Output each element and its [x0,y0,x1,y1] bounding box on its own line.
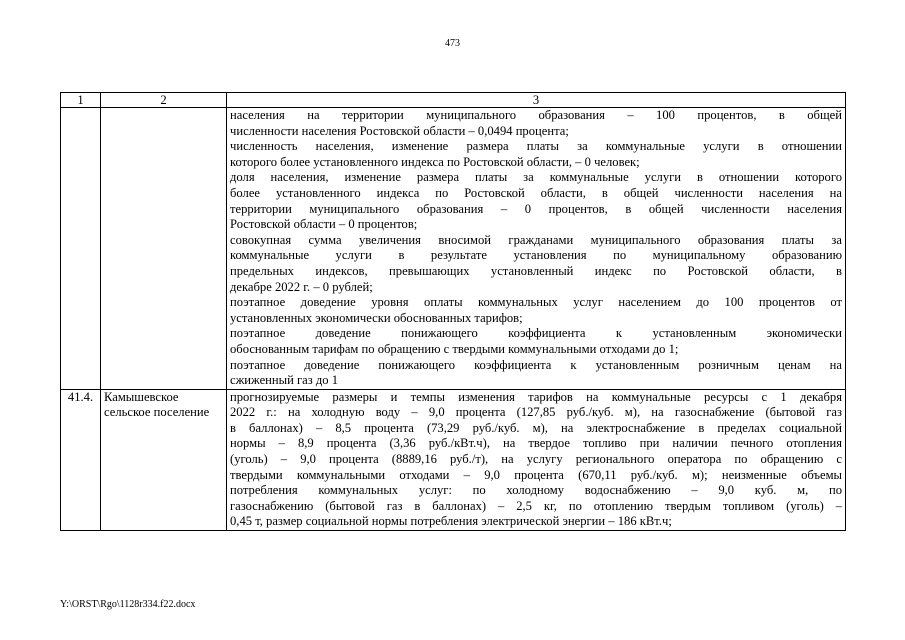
text-line: декабре 2022 г. – 0 рублей; [230,279,373,294]
paragraph [230,233,842,295]
text-line: газоснабжению (бытовой газ в баллонах) – 2,5 кг, по отоплению твердым топливом (уголь) – [230,498,842,513]
text-line: численность населения, изменение размера платы за коммунальные услуги в отношении [230,139,842,154]
text-line: более установленного индекса по Ростовской области, в общей численности населения на [230,185,842,200]
settlement-name [101,108,227,390]
page-number: 473 [445,38,460,49]
text-line: (уголь) – 9,0 процента (8889,16 руб./т), на услугу регионального оператора по обращению с [230,452,842,467]
header-col-3: 3 [227,93,846,108]
header-col-2: 2 [101,93,227,108]
file-path-footer: Y:\ORST\Rgo\1128r334.f22.docx [60,599,196,610]
text-line: сжиженный газ до 1 [230,373,339,388]
text-line: коммунальные услуги в результате установления по муниципальному образованию [230,248,842,263]
paragraph [230,295,842,326]
table-row [61,108,846,390]
text-line: территории муниципального образования – 0 процентов, в общей численности населения [230,201,842,216]
text-line: потребления коммунальных услуг: по холодному водоснабжению – 9,0 куб. м, по [230,483,842,498]
text-line: предельных индексов, превышающих установленный индекс по Ростовской области, в [230,263,842,278]
text-line: доля населения, изменение размера платы за коммунальные услуги в отношении которого [230,170,842,185]
settlement-name [101,389,227,530]
text-line: твердыми коммунальными отходами – 9,0 процента (670,11 руб./куб. м); неизменные объемы [230,467,842,482]
paragraph [230,108,842,139]
row-number: 41.4. [61,389,101,530]
text-line: в баллонах) – 8,5 процента (73,29 руб./куб. м), на электроснабжение в пределах социальной [230,420,842,435]
settlement-name-line: Камышевское [104,389,179,404]
settlement-name-line: сельское поселение [104,405,210,420]
paragraph [230,139,842,170]
text-line: которого более установленного индекса по Ростовской области, – 0 человек; [230,154,640,169]
text-line: численности населения Ростовской области – 0,0494 процента; [230,123,569,138]
text-line: совокупная сумма увеличения вносимой гражданами муниципального образования платы за [230,232,842,247]
paragraph [230,390,842,530]
text-line: 2022 г.: на холодную воду – 9,0 процента (127,85 руб./куб. м), на газоснабжение (бытовой газ [230,405,842,420]
document-table [60,92,846,531]
paragraph [230,326,842,357]
header-col-1: 1 [61,93,101,108]
text-line: населения на территории муниципального образования – 100 процентов, в общей [230,108,842,122]
text-line: нормы – 8,9 процента (3,36 руб./кВт.ч), на твердое топливо при наличии печного отопления [230,436,842,451]
text-line: прогнозируемые размеры и темпы изменения тарифов на коммунальные ресурсы с 1 декабря [230,389,842,404]
table-header-row [61,93,846,108]
text-line: Ростовской области – 0 процентов; [230,217,418,232]
indicators-text [227,108,846,390]
paragraph [230,170,842,232]
text-line: 0,45 т, размер социальной нормы потребления электрической энергии – 186 кВт.ч; [230,514,672,529]
text-line: поэтапное доведение понижающего коэффициента к установленным экономически [230,326,842,341]
indicators-text [227,389,846,530]
paragraph [230,358,842,389]
text-line: обоснованным тарифам по обращению с твердыми коммунальными отходами до 1; [230,341,679,356]
row-number [61,108,101,390]
table-row [61,389,846,530]
text-line: поэтапное доведение понижающего коэффициента к установленным розничным ценам на [230,357,842,372]
text-line: установленных экономически обоснованных тарифов; [230,310,523,325]
text-line: поэтапное доведение уровня оплаты коммунальных услуг населением до 100 процентов от [230,295,842,310]
